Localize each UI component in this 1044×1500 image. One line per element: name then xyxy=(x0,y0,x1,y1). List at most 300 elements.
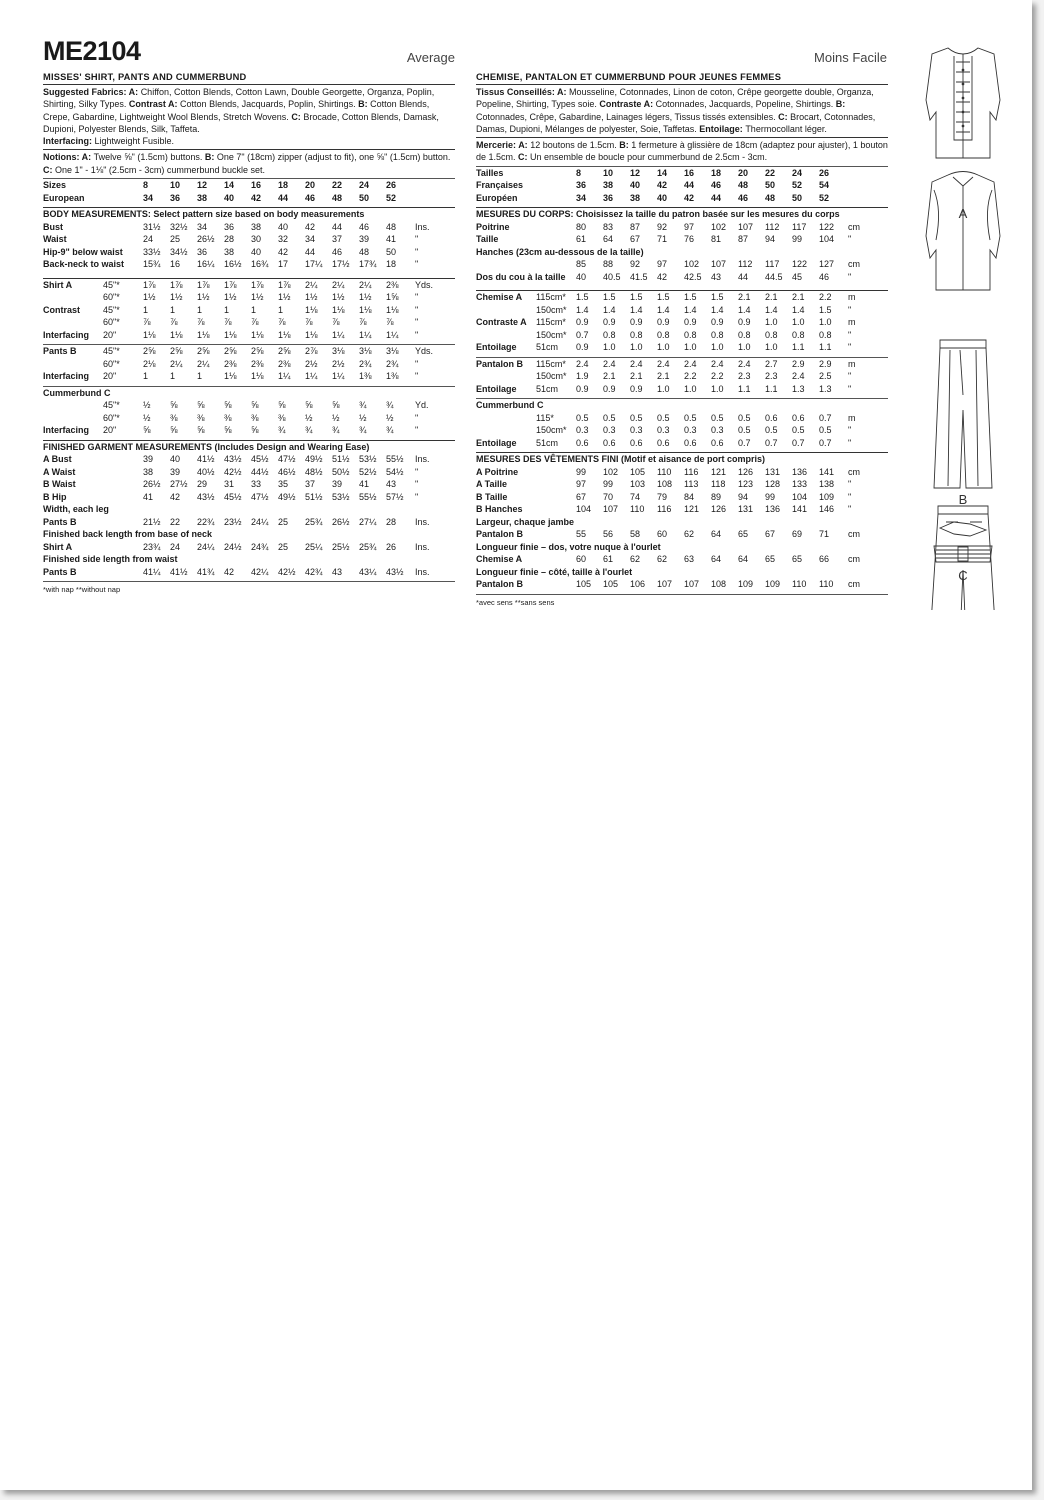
en-yardage-row-cell: 1⅛ xyxy=(224,371,237,382)
fr-finished-row-cell: 110 xyxy=(819,579,834,590)
en-size-row-cell: 50 xyxy=(359,192,370,203)
en-notions xyxy=(43,151,455,176)
en-yardage-row-width: 45"* xyxy=(103,279,120,290)
fr-size-row-cell: 38 xyxy=(603,180,614,191)
en-finished-row xyxy=(43,517,455,530)
fr-finished-row-cell: 118 xyxy=(711,479,726,490)
fr-yardage-row-cell: 1.4 xyxy=(576,304,589,315)
en-finished-row-cell: 24¾ xyxy=(251,541,269,552)
en-cummerbund-row xyxy=(43,400,455,413)
en-cummerbund-row-cell: ¾ xyxy=(278,425,286,436)
fr-yardage-row-cell: 1.0 xyxy=(711,383,724,394)
fr-rule xyxy=(476,357,888,358)
fr-yardage-row-cell: 2.4 xyxy=(576,358,589,369)
en-cummerbund-row-cell: ⅜ xyxy=(197,412,205,423)
en-suggested-fabrics-text: Cotton Blends, Jacquards, Poplin, Shirtings. xyxy=(180,99,359,110)
fr-notions-bold: B: xyxy=(619,140,632,151)
en-size-row-cell: 12 xyxy=(197,180,208,191)
en-yardage-row-cell: 1⅛ xyxy=(278,329,291,340)
en-body-row-cell: 46 xyxy=(359,221,370,232)
fr-yardage-row-width: 115cm* xyxy=(536,317,566,328)
en-finished-row-cell: 51½ xyxy=(332,454,350,465)
en-cummerbund-row-cell: ⅝ xyxy=(170,425,178,436)
fr-yardage-row-cell: 0.8 xyxy=(657,329,670,340)
en-yardage-row-cell: 1⅜ xyxy=(359,371,372,382)
fr-cummerbund-row-cell: 0.3 xyxy=(576,425,589,436)
en-body-row xyxy=(43,234,455,247)
fr-finished-row-cell: 106 xyxy=(630,579,646,590)
en-finished-row xyxy=(43,529,455,542)
fr-cummerbund-row-cell: 0.7 xyxy=(819,412,832,423)
fr-finished-row-unit: " xyxy=(848,479,852,490)
en-rule xyxy=(43,207,455,208)
fr-cummerbund-row-cell: 0.5 xyxy=(603,412,616,423)
difficulty-level-en: Average xyxy=(406,50,455,65)
en-finished-row-cell: 31 xyxy=(224,479,235,490)
fr-body-row-cell: 76 xyxy=(684,234,695,245)
fr-finished-row-cell: 104 xyxy=(792,491,808,502)
en-suggested-fabrics-bold: Contrast A: xyxy=(128,99,181,110)
en-finished-row-cell: 22¾ xyxy=(197,516,215,527)
fr-cummerbund-row-cell: 0.5 xyxy=(576,412,589,423)
fr-rule xyxy=(476,594,888,595)
fr-finished-row-cell: 84 xyxy=(684,491,695,502)
fr-body-row-cell: 40 xyxy=(576,271,587,282)
en-yardage-row-cell: 3⅛ xyxy=(359,346,372,357)
fr-body-row-cell: 42.5 xyxy=(684,271,702,282)
fr-yardage-row-cell: 2.4 xyxy=(792,371,805,382)
en-finished-row-cell: 43¼ xyxy=(359,566,377,577)
fr-finished-row-cell: 69 xyxy=(792,529,803,540)
en-cummerbund-row-cell: ⅜ xyxy=(170,412,178,423)
en-body-row-cell: 46 xyxy=(332,246,343,257)
en-yardage-row-unit: " xyxy=(415,317,419,328)
en-body-row-cell: 16 xyxy=(170,259,181,270)
fr-yardage-row-cell: 1.1 xyxy=(792,342,805,353)
en-yardage-row-cell: 2¾ xyxy=(386,358,399,369)
en-finished-row-cell: 42½ xyxy=(224,466,242,477)
fr-finished-row-cell: 63 xyxy=(684,554,695,565)
fr-yardage-row-cell: 0.8 xyxy=(738,329,751,340)
french-column xyxy=(476,38,888,607)
fr-yardage-row-unit: " xyxy=(848,371,852,382)
fr-yardage-row-cell: 0.9 xyxy=(738,317,751,328)
en-finished-row-cell: 24¼ xyxy=(251,516,269,527)
en-finished-row-cell: 24 xyxy=(170,541,181,552)
en-yardage-row-cell: 1⅝ xyxy=(386,292,399,303)
en-finished-row-cell: 40 xyxy=(170,454,181,465)
fr-rule xyxy=(476,84,888,85)
fr-yardage-row-cell: 2.1 xyxy=(738,292,751,303)
fr-yardage-row-cell: 0.8 xyxy=(711,329,724,340)
en-yardage-row-cell: 2¼ xyxy=(359,279,372,290)
en-yardage-row-cell: 1 xyxy=(170,304,176,315)
fr-finished-row-unit: " xyxy=(848,491,852,502)
en-footnote: *with nap **without nap xyxy=(43,585,121,595)
en-finished-row-cell: 55½ xyxy=(359,491,377,502)
en-yardage-row-label: Shirt A xyxy=(43,279,73,290)
en-body-row-cell: 37 xyxy=(332,234,343,245)
fr-cummerbund-row-cell: 0.6 xyxy=(684,437,697,448)
fr-size-row-cell: 40 xyxy=(630,180,641,191)
en-size-row-cell: 24 xyxy=(359,180,370,191)
fr-finished-row-cell: 131 xyxy=(765,466,781,477)
fr-notions-text: 1 fermeture à glissière de 18cm (adaptez pour ajuster), 1 bouton de 1.5cm. xyxy=(476,140,888,163)
en-yardage-row-width: 45"* xyxy=(103,346,120,357)
en-size-row-cell: 36 xyxy=(170,192,181,203)
en-yardage-row xyxy=(43,371,455,384)
fr-finished-row-cell: 105 xyxy=(576,579,592,590)
en-yardage-row-cell: 1 xyxy=(251,304,257,315)
en-finished-row-cell: 25 xyxy=(278,516,289,527)
fr-cummerbund-row-unit: m xyxy=(848,412,856,423)
en-finished-row-cell: 26½ xyxy=(332,516,350,527)
en-yardage-row-cell: 2⅝ xyxy=(224,346,237,357)
fr-finished-row-cell: 146 xyxy=(819,504,835,515)
fr-cummerbund-row-cell: 0.5 xyxy=(738,412,751,423)
fr-finished-row-unit: cm xyxy=(848,529,860,540)
fr-finished-row-cell: 99 xyxy=(603,479,614,490)
fr-yardage-row-label: Entoilage xyxy=(476,342,517,353)
fr-yardage-row-cell: 1.4 xyxy=(630,304,643,315)
en-body-row-cell: 40 xyxy=(278,221,289,232)
en-finished-row-cell: 44½ xyxy=(251,466,269,477)
fr-suggested-fabrics-bold: Entoilage: xyxy=(699,123,746,134)
en-finished-row-label: Pants B xyxy=(43,566,77,577)
fr-finished-row-cell: 109 xyxy=(738,579,754,590)
fr-body-row xyxy=(476,272,888,285)
fr-size-row-cell: 18 xyxy=(711,167,722,178)
en-cummerbund-row-cell: ½ xyxy=(332,412,340,423)
en-finished-row-cell: 42 xyxy=(224,566,235,577)
en-size-row-label: European xyxy=(43,192,85,203)
en-body-row-cell: 44 xyxy=(305,246,316,257)
fr-body-row-cell: 87 xyxy=(630,221,641,232)
en-rule xyxy=(43,344,455,345)
en-yardage-row-cell: 1⅛ xyxy=(224,329,237,340)
en-cummerbund-row-unit: Yd. xyxy=(415,400,429,411)
en-finished-row-cell: 45½ xyxy=(224,491,242,502)
en-yardage-row-cell: 1 xyxy=(197,371,203,382)
en-body-row-cell: 34 xyxy=(305,234,316,245)
fr-yardage-row-cell: 2.1 xyxy=(630,371,643,382)
en-finished-row-cell: 57½ xyxy=(386,491,404,502)
fr-size-row-label: Françaises xyxy=(476,180,524,191)
en-notions-text: One 7" (18cm) zipper (adjust to fit), one ⅝" (1.5cm) button. xyxy=(216,152,451,163)
en-body-row-cell: 17¼ xyxy=(305,259,323,270)
fr-yardage-row-cell: 1.5 xyxy=(819,304,832,315)
fr-suggested-fabrics-text: Thermocollant léger. xyxy=(745,123,827,134)
fr-suggested-fabrics xyxy=(476,86,888,135)
fr-size-row xyxy=(476,168,888,181)
fr-cummerbund-row-cell: 0.5 xyxy=(711,412,724,423)
en-yardage-row-cell: 1½ xyxy=(143,292,156,303)
fr-yardage-row-cell: 1.5 xyxy=(630,292,643,303)
en-cummerbund-row-cell: ⅝ xyxy=(332,400,340,411)
fr-cummerbund-heading: Cummerbund C xyxy=(476,400,544,411)
en-body-row-cell: 50 xyxy=(386,246,397,257)
fr-body-row-cell: 122 xyxy=(819,221,835,232)
en-finished-row-cell: 55½ xyxy=(386,454,404,465)
fr-body-row-cell: 87 xyxy=(738,234,749,245)
en-suggested-fabrics-bold: Suggested Fabrics: A: xyxy=(43,87,141,97)
en-notions-bold: Notions: A: xyxy=(43,152,94,163)
fr-finished-row-label: A Poitrine xyxy=(476,466,519,477)
fr-yardage-row-cell: 0.8 xyxy=(792,329,805,340)
fr-finished-row-cell: 131 xyxy=(738,504,754,515)
en-body-row-unit: Ins. xyxy=(415,221,430,232)
fr-size-row-cell: 40 xyxy=(657,192,668,203)
fr-yardage-row-cell: 2.3 xyxy=(738,371,751,382)
fr-finished-row-cell: 64 xyxy=(711,529,722,540)
fr-finished-row xyxy=(476,517,888,530)
fr-yardage-row-width: 115cm* xyxy=(536,358,566,369)
en-finished-row-cell: 41¾ xyxy=(197,566,215,577)
en-rule xyxy=(43,149,455,150)
en-body-row-cell: 36 xyxy=(224,221,235,232)
fr-rule xyxy=(476,137,888,138)
en-yardage-row-cell: 2⅜ xyxy=(386,279,399,290)
fr-body-row-cell: 88 xyxy=(603,259,614,270)
fr-finished-row xyxy=(476,529,888,542)
fr-body-row-cell: 112 xyxy=(765,221,780,232)
en-body-row-cell: 42 xyxy=(305,221,316,232)
fr-yardage-row-cell: 1.0 xyxy=(684,383,697,394)
fr-yardage-row-cell: 1.0 xyxy=(792,317,805,328)
en-cummerbund-heading: Cummerbund C xyxy=(43,387,111,398)
en-size-row-cell: 34 xyxy=(143,192,154,203)
fr-finished-row-cell: 136 xyxy=(765,504,781,515)
en-yardage-row-cell: ⅞ xyxy=(251,317,259,328)
en-finished-row-cell: 25¼ xyxy=(305,541,323,552)
en-finished-row-unit: " xyxy=(415,466,419,477)
en-body-row-cell: 39 xyxy=(359,234,370,245)
en-size-row-cell: 8 xyxy=(143,180,149,191)
fr-yardage-row-cell: 2.1 xyxy=(657,371,670,382)
fr-yardage-row-cell: 2.7 xyxy=(765,358,778,369)
en-cummerbund-row xyxy=(43,413,455,426)
fr-yardage-row xyxy=(476,292,888,305)
en-body-row-cell: 31½ xyxy=(143,221,161,232)
en-yardage-row-cell: 1½ xyxy=(278,292,291,303)
en-yardage-row-label: Contrast xyxy=(43,304,81,315)
en-finished-row-unit: Ins. xyxy=(415,566,430,577)
en-yardage-row-cell: 1 xyxy=(143,371,149,382)
fr-finished-row xyxy=(476,504,888,517)
en-size-row-label: Sizes xyxy=(43,180,67,191)
fr-finished-row-cell: 71 xyxy=(819,529,830,540)
en-body-row-cell: 34 xyxy=(197,221,208,232)
en-body-row-cell: 32½ xyxy=(170,221,188,232)
fr-body-row-cell: 44.5 xyxy=(765,271,783,282)
fr-body-row xyxy=(476,247,888,260)
fr-yardage-row-cell: 1.3 xyxy=(819,383,832,394)
fr-body-row-cell: 43 xyxy=(711,271,722,282)
fr-cummerbund-row-cell: 0.5 xyxy=(657,412,670,423)
en-yardage-row-cell: 1⅛ xyxy=(359,304,372,315)
view-a-label: A xyxy=(958,206,968,221)
fr-body-row-label: Taille xyxy=(476,234,499,245)
en-yardage-row-cell: 1⅞ xyxy=(170,279,183,290)
fr-finished-row xyxy=(476,467,888,480)
fr-yardage-row-cell: 2.9 xyxy=(792,358,805,369)
fr-yardage-row-cell: 2.4 xyxy=(684,358,697,369)
en-size-row xyxy=(43,193,455,206)
fr-finished-row-cell: 65 xyxy=(792,554,803,565)
en-finished-row-cell: 42 xyxy=(170,491,181,502)
fr-yardage-row-width: 150cm* xyxy=(536,329,567,340)
en-finished-row-cell: 42½ xyxy=(278,566,296,577)
fr-yardage-row-cell: 2.2 xyxy=(819,292,832,303)
en-finished-row-cell: 39 xyxy=(143,454,154,465)
fr-yardage-row-cell: 1.5 xyxy=(657,292,670,303)
en-suggested-fabrics-text: Brocade, Cotton Blends, Damask, Dupioni, Polyester Blends, Silk, Taffeta. xyxy=(43,111,439,134)
en-finished-row-cell: 25 xyxy=(278,541,289,552)
en-yardage-row-unit: " xyxy=(415,292,419,303)
en-finished-row-label: Width, each leg xyxy=(43,504,109,515)
fr-finished-row-cell: 107 xyxy=(603,504,619,515)
fr-size-row-cell: 46 xyxy=(738,192,749,203)
en-cummerbund-row-cell: ⅝ xyxy=(197,425,205,436)
fr-pattern-title: CHEMISE, PANTALON ET CUMMERBUND POUR JEUNES FEMMES xyxy=(476,72,782,82)
en-finished-row-cell: 28 xyxy=(386,516,397,527)
en-finished-row xyxy=(43,479,455,492)
fr-yardage-row-cell: 1.1 xyxy=(738,383,751,394)
fr-finished-row-cell: 141 xyxy=(792,504,808,515)
difficulty-level-fr: Moins Facile xyxy=(814,50,887,65)
en-body-row-cell: 15¾ xyxy=(143,259,161,270)
fr-body-row-cell: 85 xyxy=(576,259,587,270)
fr-body-row-unit: cm xyxy=(848,259,860,270)
en-yardage-row-label: Interfacing xyxy=(43,371,90,382)
fr-yardage-row-width: 51cm xyxy=(536,342,559,353)
fr-size-row-cell: 44 xyxy=(711,192,722,203)
fr-finished-row-unit: cm xyxy=(848,579,860,590)
fr-finished-row-cell: 74 xyxy=(630,491,641,502)
en-yardage-row-cell: ⅞ xyxy=(278,317,286,328)
en-body-row-cell: 28 xyxy=(224,234,235,245)
en-finished-row xyxy=(43,542,455,555)
fr-cummerbund-row-cell: 0.5 xyxy=(765,425,778,436)
fr-size-row-cell: 42 xyxy=(657,180,668,191)
en-finished-row-label: Finished back length from base of neck xyxy=(43,529,213,540)
en-yardage-row-cell: 2¼ xyxy=(197,358,210,369)
en-finished-row-cell: 43 xyxy=(332,566,343,577)
en-yardage-row-cell: 1⅞ xyxy=(143,279,156,290)
fr-finished-row-cell: 62 xyxy=(657,554,668,565)
fr-yardage-row-cell: 0.9 xyxy=(576,317,589,328)
fr-body-measurements-heading: MESURES DU CORPS: Choisissez la taille du patron basée sur les mesures du corps xyxy=(476,209,840,220)
fr-finished-heading: MESURES DES VÊTEMENTS FINI (Motif et aisance de port compris) xyxy=(476,454,766,465)
fr-finished-row-unit: " xyxy=(848,504,852,515)
en-size-row-cell: 20 xyxy=(305,180,316,191)
en-finished-row-unit: " xyxy=(415,479,419,490)
en-finished-row-label: A Waist xyxy=(43,466,76,477)
en-body-row-cell: 34½ xyxy=(170,246,188,257)
en-yardage-row-cell: 2½ xyxy=(332,358,345,369)
fr-suggested-fabrics-bold: C: xyxy=(778,111,791,122)
fr-body-row-cell: 102 xyxy=(684,259,700,270)
en-yardage-row-cell: 2⅝ xyxy=(278,346,291,357)
en-yardage-row-cell: 1 xyxy=(197,304,203,315)
en-cummerbund-row-cell: ½ xyxy=(386,412,394,423)
fr-notions-text: 12 boutons de 1.5cm. xyxy=(530,140,620,151)
fr-body-row-unit: " xyxy=(848,271,852,282)
fr-finished-row-cell: 99 xyxy=(765,491,776,502)
en-finished-row-cell: 23½ xyxy=(224,516,242,527)
en-body-row-label: Hip-9" below waist xyxy=(43,246,123,257)
en-yardage-row-cell: 2⅝ xyxy=(143,346,156,357)
en-finished-row-cell: 46½ xyxy=(278,466,296,477)
fr-body-row-cell: 71 xyxy=(657,234,668,245)
fr-suggested-fabrics-text: Cotonnades, Jacquards, Popeline, Shirtings. xyxy=(655,99,836,110)
fr-body-row-cell: 127 xyxy=(819,259,835,270)
en-interfacing-bold: Interfacing: xyxy=(43,136,95,147)
fr-yardage-row-cell: 2.2 xyxy=(711,371,724,382)
en-finished-row-cell: 41½ xyxy=(197,454,215,465)
en-finished-row-cell: 45½ xyxy=(251,454,269,465)
fr-finished-row-label: Pantalon B xyxy=(476,579,524,590)
en-finished-row-cell: 54½ xyxy=(386,466,404,477)
en-yardage-row-cell: ⅞ xyxy=(224,317,232,328)
fr-cummerbund-row-width: 150cm* xyxy=(536,425,567,436)
fr-yardage-row-cell: 1.0 xyxy=(711,342,724,353)
en-cummerbund-row-cell: ¾ xyxy=(359,400,367,411)
en-cummerbund-row-cell: ¾ xyxy=(359,425,367,436)
en-size-row-cell: 40 xyxy=(224,192,235,203)
en-cummerbund-row-label: Interfacing xyxy=(43,425,90,436)
en-finished-row-cell: 53½ xyxy=(332,491,350,502)
fr-cummerbund-row-cell: 0.7 xyxy=(792,437,805,448)
fr-yardage-row-cell: 2.3 xyxy=(765,371,778,382)
en-finished-row-cell: 48½ xyxy=(305,466,323,477)
en-body-row-cell: 41 xyxy=(386,234,397,245)
fr-cummerbund-row-cell: 0.3 xyxy=(684,425,697,436)
en-yardage-row-cell: 2⅛ xyxy=(143,358,156,369)
en-body-row-cell: 16¾ xyxy=(251,259,269,270)
fr-size-row-cell: 48 xyxy=(765,192,776,203)
en-yardage-row-cell: 2⅝ xyxy=(170,346,183,357)
en-cummerbund-row-cell: ½ xyxy=(305,412,313,423)
en-yardage-row xyxy=(43,359,455,372)
en-finished-row-cell: 43½ xyxy=(197,491,215,502)
en-yardage-row-cell: 1⅞ xyxy=(224,279,237,290)
en-yardage-row-unit: " xyxy=(415,329,419,340)
fr-size-row-cell: 34 xyxy=(576,192,587,203)
en-yardage-row-cell: ⅞ xyxy=(359,317,367,328)
en-finished-row-cell: 47½ xyxy=(278,454,296,465)
en-yardage-row-width: 60"* xyxy=(103,358,120,369)
en-body-row-cell: 33½ xyxy=(143,246,161,257)
en-finished-row-cell: 49½ xyxy=(305,454,323,465)
fr-size-row-label: Européen xyxy=(476,192,518,203)
en-yardage-row-cell: 1⅞ xyxy=(251,279,264,290)
en-rule xyxy=(43,84,455,85)
en-finished-row-cell: 41½ xyxy=(170,566,188,577)
fr-finished-row-cell: 99 xyxy=(576,466,587,477)
fr-cummerbund-row-cell: 0.5 xyxy=(684,412,697,423)
view-c-label: C xyxy=(958,568,968,583)
fr-rule xyxy=(476,398,888,399)
fr-yardage-row-cell: 1.0 xyxy=(684,342,697,353)
en-body-row-unit: " xyxy=(415,259,419,270)
en-yardage-row xyxy=(43,292,455,305)
fr-body-row xyxy=(476,234,888,247)
en-finished-row-label: B Waist xyxy=(43,479,76,490)
en-body-row-cell: 44 xyxy=(332,221,343,232)
en-size-row-cell: 22 xyxy=(332,180,343,191)
en-rule xyxy=(43,386,455,387)
